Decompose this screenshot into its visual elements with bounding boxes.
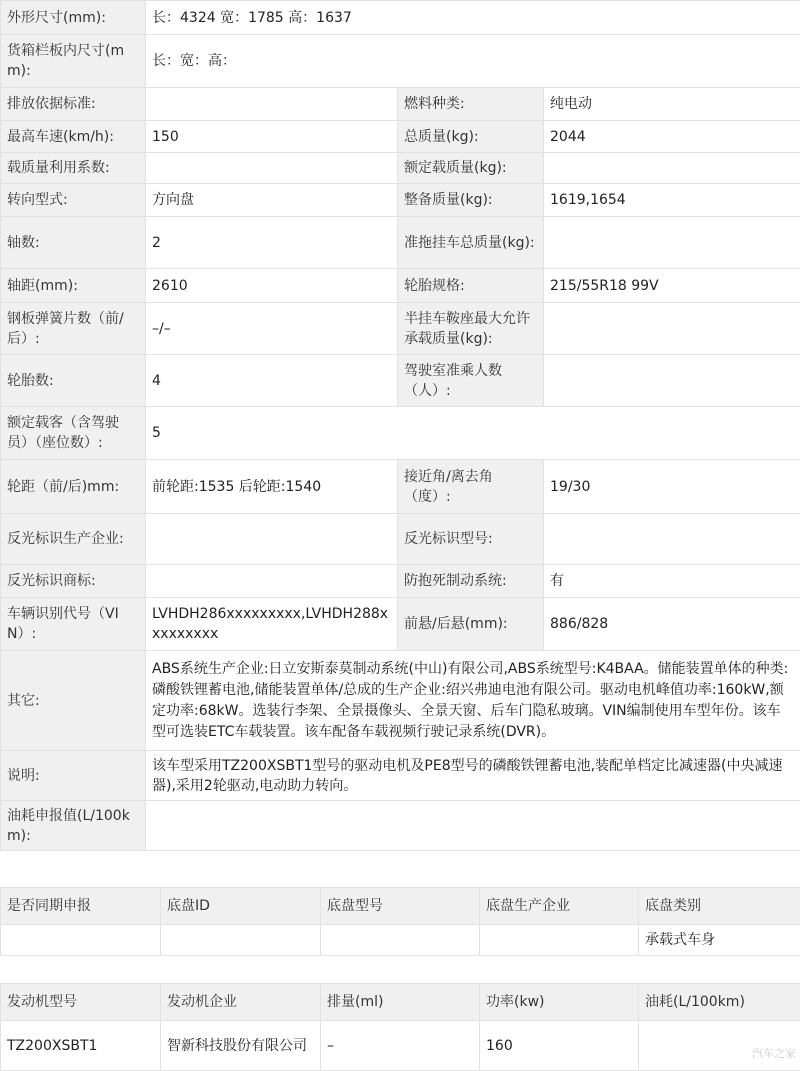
emission-standard-value <box>146 88 398 121</box>
table-row <box>1 1021 800 1071</box>
fuel-type-label: 燃料种类: <box>398 88 544 121</box>
fuel-type-value: 纯电动 <box>544 88 800 121</box>
table-row <box>1 925 800 956</box>
saddle-load-value <box>544 303 800 355</box>
emission-standard-label: 排放依据标准: <box>1 88 146 121</box>
other-value: ABS系统生产企业:日立安斯泰莫制动系统(中山)有限公司,ABS系统型号:K4BAA。储能装置单体的种类:磷酸铁锂蓄电池,储能装置单体/总成的生产企业:绍兴弗迪电池有限公司。驱动电机峰值功率:160kW,额定功率:68kW。选装行李架、全景摄像头、全景天窗、后车门隐私玻璃。VIN编制使用车型年份。该车型可选装ETC车载装置。该车配备车载视频行驶记录系统(DVR)。 <box>146 651 800 751</box>
chassis-header-row <box>1 888 800 925</box>
engine-cell: TZ200XSBT1 <box>1 1021 161 1071</box>
passengers-label: 额定载客（含驾驶员）（座位数）: <box>1 407 146 460</box>
engine-header-cell: 油耗(L/100km) <box>639 984 800 1021</box>
chassis-cell: 承载式车身 <box>639 925 800 956</box>
reflector-maker-label: 反光标识生产企业: <box>1 514 146 565</box>
engine-cell: 智新科技股份有限公司 <box>161 1021 321 1071</box>
wheelbase-value: 2610 <box>146 269 398 303</box>
trailer-mass-label: 准拖挂车总质量(kg): <box>398 217 544 269</box>
cargo-box-value: 长：宽：高： <box>146 35 800 88</box>
max-speed-label: 最高车速(km/h): <box>1 121 146 153</box>
engine-cell: – <box>321 1021 480 1071</box>
track-value: 前轮距:1535 后轮距:1540 <box>146 460 398 514</box>
engine-header-cell: 发动机企业 <box>161 984 321 1021</box>
leaf-springs-label: 钢板弹簧片数（前/后）: <box>1 303 146 355</box>
chassis-table <box>0 887 800 956</box>
steering-label: 转向型式: <box>1 184 146 217</box>
overhang-value: 886/828 <box>544 598 800 651</box>
total-mass-value: 2044 <box>544 121 800 153</box>
angles-label: 接近角/离去角（度）: <box>398 460 544 514</box>
curb-mass-label: 整备质量(kg): <box>398 184 544 217</box>
rated-load-label: 额定载质量(kg): <box>398 153 544 184</box>
angles-value: 19/30 <box>544 460 800 514</box>
fuel-consumption-value <box>146 801 800 851</box>
wheelbase-label: 轴距(mm): <box>1 269 146 303</box>
axles-label: 轴数: <box>1 217 146 269</box>
fuel-consumption-label: 油耗申报值(L/100km): <box>1 801 146 851</box>
vin-value: LVHDH286xxxxxxxxx,LVHDH288xxxxxxxxx <box>146 598 398 651</box>
axles-value: 2 <box>146 217 398 269</box>
engine-header-row <box>1 984 800 1021</box>
cab-seats-label: 驾驶室准乘人数（人）: <box>398 355 544 407</box>
other-label: 其它: <box>1 651 146 751</box>
tires-label: 轮胎数: <box>1 355 146 407</box>
chassis-cell <box>480 925 639 956</box>
vin-label: 车辆识别代号（VIN）: <box>1 598 146 651</box>
tire-spec-label: 轮胎规格: <box>398 269 544 303</box>
max-speed-value: 150 <box>146 121 398 153</box>
reflector-maker-value <box>146 514 398 565</box>
note-value: 该车型采用TZ200XSBT1型号的驱动电机及PE8型号的磷酸铁锂蓄电池,装配单档定比减速器(中央减速器),采用2轮驱动,电动助力转向。 <box>146 751 800 801</box>
overhang-label: 前悬/后悬(mm): <box>398 598 544 651</box>
curb-mass-value: 1619,1654 <box>544 184 800 217</box>
reflector-model-label: 反光标识型号: <box>398 514 544 565</box>
tire-spec-value: 215/55R18 99V <box>544 269 800 303</box>
cargo-box-label: 货箱栏板内尺寸(mm): <box>1 35 146 88</box>
chassis-header-cell: 底盘生产企业 <box>480 888 639 925</box>
track-label: 轮距（前/后)mm: <box>1 460 146 514</box>
chassis-header-cell: 底盘型号 <box>321 888 480 925</box>
load-factor-value <box>146 153 398 184</box>
abs-value: 有 <box>544 565 800 598</box>
chassis-header-cell: 底盘ID <box>161 888 321 925</box>
chassis-cell <box>161 925 321 956</box>
cab-seats-value <box>544 355 800 407</box>
leaf-springs-value: –/– <box>146 303 398 355</box>
dimensions-label: 外形尺寸(mm): <box>1 1 146 35</box>
engine-cell <box>639 1021 800 1071</box>
trailer-mass-value <box>544 217 800 269</box>
chassis-header-cell: 底盘类别 <box>639 888 800 925</box>
chassis-cell <box>1 925 161 956</box>
chassis-header-cell: 是否同期申报 <box>1 888 161 925</box>
engine-cell: 160 <box>480 1021 639 1071</box>
reflector-brand-label: 反光标识商标: <box>1 565 146 598</box>
engine-header-cell: 排量(ml) <box>321 984 480 1021</box>
load-factor-label: 载质量利用系数: <box>1 153 146 184</box>
abs-label: 防抱死制动系统: <box>398 565 544 598</box>
note-label: 说明: <box>1 751 146 801</box>
watermark-logo: 汽车之家 <box>752 1048 796 1060</box>
reflector-model-value <box>544 514 800 565</box>
reflector-brand-value <box>146 565 398 598</box>
total-mass-label: 总质量(kg): <box>398 121 544 153</box>
engine-header-cell: 功率(kw) <box>480 984 639 1021</box>
rated-load-value <box>544 153 800 184</box>
saddle-load-label: 半挂车鞍座最大允许承载质量(kg): <box>398 303 544 355</box>
chassis-cell <box>321 925 480 956</box>
tires-value: 4 <box>146 355 398 407</box>
engine-table <box>0 983 800 1071</box>
engine-header-cell: 发动机型号 <box>1 984 161 1021</box>
passengers-value: 5 <box>146 407 800 460</box>
dimensions-value: 长：4324 宽：1785 高：1637 <box>146 1 800 35</box>
steering-value: 方向盘 <box>146 184 398 217</box>
